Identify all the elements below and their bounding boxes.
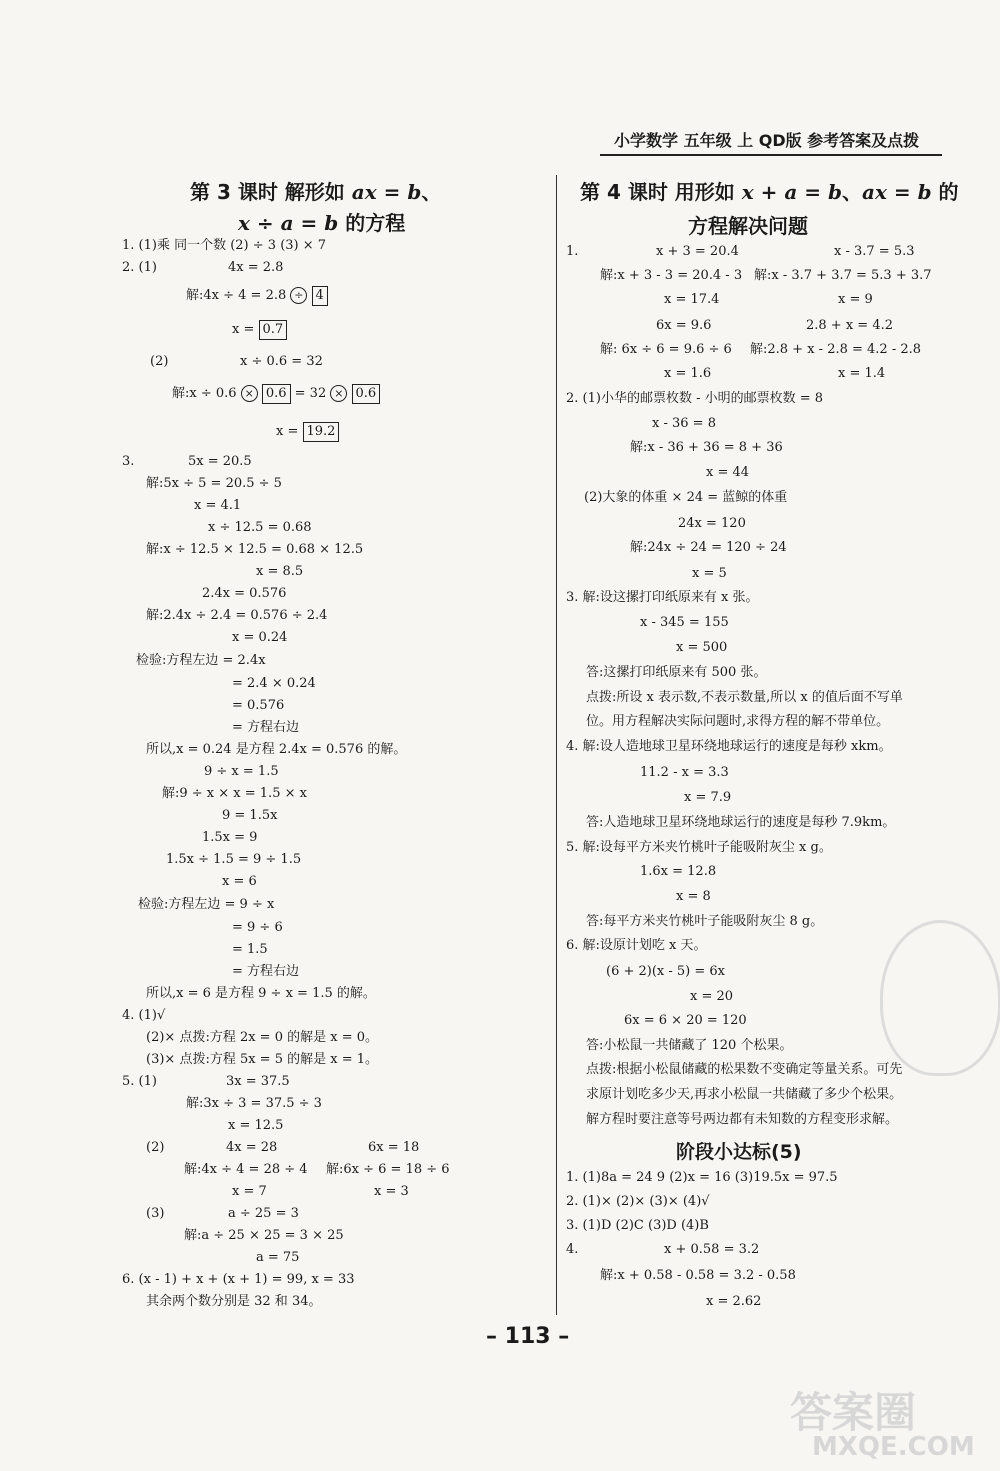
text-line: x - 3.7 = 5.3	[834, 244, 915, 259]
text-line: 解方程时要注意等号两边都有未知数的方程变形求解。	[586, 1112, 899, 1127]
text-line: x = 500	[676, 640, 728, 655]
text-line: x + 0.58 = 3.2	[664, 1242, 760, 1257]
text-line: 1.6x = 12.8	[640, 864, 717, 879]
text-line: 24x = 120	[678, 516, 746, 531]
text-line: x = 17.4	[664, 292, 720, 307]
text-line: 1.5x ÷ 1.5 = 9 ÷ 1.5	[166, 852, 302, 867]
text-line: 解:x - 3.7 + 3.7 = 5.3 + 3.7	[754, 268, 932, 283]
text-line: x = 1.6	[664, 366, 712, 381]
text-line: x = 1.4	[838, 366, 886, 381]
text-line: 9 = 1.5x	[222, 808, 278, 823]
text-line: 1.	[566, 244, 579, 259]
text-line: x = 3	[374, 1184, 409, 1199]
text-line: 3.	[122, 454, 135, 469]
text-line: 所以,x = 0.24 是方程 2.4x = 0.576 的解。	[146, 742, 407, 757]
text-line: 4x = 2.8	[228, 260, 284, 275]
text-line: 解: 6x ÷ 6 = 9.6 ÷ 6	[600, 342, 732, 357]
text-line: 6x = 18	[368, 1140, 420, 1155]
text-line: x = 5	[692, 566, 727, 581]
text-line: = 1.5	[232, 942, 268, 957]
text-line: 2. (1)	[122, 260, 157, 275]
text-line: 4.	[566, 1242, 579, 1257]
watermark-logo: 答案圈	[790, 1388, 917, 1437]
text-line: (6 + 2)(x - 5) = 6x	[606, 964, 726, 979]
answer-box: 4	[312, 286, 328, 306]
text-line: 6. (x - 1) + x + (x + 1) = 99, x = 33	[122, 1272, 355, 1287]
text-line: 11.2 - x = 3.3	[640, 765, 729, 780]
text-line: 2.4x = 0.576	[202, 586, 287, 601]
text-line: x = 6	[222, 874, 257, 889]
text-line: 2. (1)小华的邮票枚数 - 小明的邮票枚数 = 8	[566, 391, 824, 406]
text-line: 解:9 ÷ x × x = 1.5 × x	[162, 786, 307, 801]
text-line: 9 ÷ x = 1.5	[204, 764, 279, 779]
text-line: 4. (1)√	[122, 1008, 166, 1023]
text-line: 求原计划吃多少天,再求小松鼠一共储藏了多少个松果。	[586, 1087, 903, 1102]
text-line: 答:人造地球卫星环绕地球运行的速度是每秒 7.9km。	[586, 815, 896, 830]
text-line: 2.8 + x = 4.2	[806, 318, 893, 333]
text-line: 解:x + 0.58 - 0.58 = 3.2 - 0.58	[600, 1268, 796, 1283]
text-line: 3x = 37.5	[226, 1074, 290, 1089]
text-line: 解:2.4x ÷ 2.4 = 0.576 ÷ 2.4	[146, 608, 328, 623]
text-line: 解:x ÷ 12.5 × 12.5 = 0.68 × 12.5	[146, 542, 364, 557]
text-line: 2. (1)× (2)× (3)× (4)√	[566, 1194, 710, 1209]
text-line: 解:24x ÷ 24 = 120 ÷ 24	[630, 540, 787, 555]
text-line: x = 0.24	[232, 630, 288, 645]
text-line: = 0.576	[232, 698, 285, 713]
text-line: 1.5x = 9	[202, 830, 258, 845]
text-line: 4x = 28	[226, 1140, 278, 1155]
text-line: 位。用方程解决实际问题时,求得方程的解不带单位。	[586, 714, 890, 729]
text-line: 点拨:所设 x 表示数,不表示数量,所以 x 的值后面不写单	[586, 690, 903, 705]
text-line: x = 8.5	[256, 564, 304, 579]
text-line: (2)	[146, 1140, 165, 1155]
text-line: x = 7	[232, 1184, 267, 1199]
text-line: 6. 解:设原计划吃 x 天。	[566, 938, 707, 953]
equation-with-box: 解:4x ÷ 4 = 2.8 ÷ 4	[186, 286, 328, 306]
text-line: 5. (1)	[122, 1074, 157, 1089]
text-line: 3. (1)D (2)C (3)D (4)B	[566, 1218, 709, 1233]
text-line: 答:小松鼠一共储藏了 120 个松果。	[586, 1038, 793, 1053]
text-line: 解:5x ÷ 5 = 20.5 ÷ 5	[146, 476, 282, 491]
equation-with-box: 解:x ÷ 0.6 × 0.6 = 32 × 0.6	[172, 384, 380, 404]
mascot-illustration	[880, 920, 1000, 1076]
text-line: 解:x + 3 - 3 = 20.4 - 3	[600, 268, 743, 283]
text-line: 解:3x ÷ 3 = 37.5 ÷ 3	[186, 1096, 322, 1111]
text-line: 1. (1)乘 同一个数 (2) ÷ 3 (3) × 7	[122, 238, 327, 253]
answer-box: 19.2	[303, 422, 340, 442]
text-line: 检验:方程左边 = 2.4x	[136, 653, 266, 668]
lesson-4-title-line1: 第 4 课时 用形如 x + a = b、ax = b 的	[580, 180, 959, 204]
text-line: 3. 解:设这摞打印纸原来有 x 张。	[566, 590, 759, 605]
text-line: 5x = 20.5	[188, 454, 252, 469]
text-line: x = 9	[838, 292, 873, 307]
watermark-url: MXQE.COM	[812, 1432, 975, 1462]
divide-op: ÷	[290, 287, 307, 304]
text-line: 检验:方程左边 = 9 ÷ x	[138, 897, 275, 912]
text-line: x ÷ 12.5 = 0.68	[208, 520, 312, 535]
text-line: x = 2.62	[706, 1294, 762, 1309]
text-line: 6x = 9.6	[656, 318, 712, 333]
text-line: 解:a ÷ 25 × 25 = 3 × 25	[184, 1228, 344, 1243]
text-line: 解:4x ÷ 4 = 28 ÷ 4	[184, 1162, 308, 1177]
page-number: – 113 –	[486, 1324, 570, 1349]
page-header: 小学数学 五年级 上 QD版 参考答案及点拨	[614, 131, 920, 150]
text-line: 1. (1)8a = 24 9 (2)x = 16 (3)19.5x = 97.5	[566, 1170, 838, 1185]
text-line: 6x = 6 × 20 = 120	[624, 1013, 747, 1028]
text-line: = 方程右边	[232, 720, 300, 735]
text-line: x = 20	[690, 989, 734, 1004]
text-line: (2)	[150, 354, 169, 369]
text-line: 答:这摞打印纸原来有 500 张。	[586, 665, 767, 680]
answer-box: 0.6	[262, 384, 291, 404]
text-line: 解:6x ÷ 6 = 18 ÷ 6	[326, 1162, 450, 1177]
equation-with-box: x = 19.2	[276, 422, 339, 442]
column-divider	[556, 175, 557, 1315]
text-line: x = 4.1	[194, 498, 242, 513]
text-line: = 2.4 × 0.24	[232, 676, 316, 691]
text-line: 4. 解:设人造地球卫星环绕地球运行的速度是每秒 xkm。	[566, 739, 892, 754]
answer-box: 0.6	[352, 384, 381, 404]
multiply-op: ×	[241, 385, 258, 402]
text-line: = 方程右边	[232, 964, 300, 979]
multiply-op: ×	[330, 385, 347, 402]
equation-with-box: x = 0.7	[232, 320, 287, 340]
text-line: x = 8	[676, 889, 711, 904]
text-line: x = 12.5	[228, 1118, 284, 1133]
text-line: (3)× 点拨:方程 5x = 5 的解是 x = 1。	[146, 1052, 379, 1067]
text-line: a ÷ 25 = 3	[228, 1206, 299, 1221]
text-line: x = 7.9	[684, 790, 732, 805]
text-line: x - 345 = 155	[640, 615, 729, 630]
text-line: 其余两个数分别是 32 和 34。	[146, 1294, 322, 1309]
text-line: x + 3 = 20.4	[656, 244, 739, 259]
lesson-4-title-line2: 方程解决问题	[688, 214, 808, 238]
text-line: a = 75	[256, 1250, 300, 1265]
answer-box: 0.7	[259, 320, 288, 340]
lesson-3-title-line1: 第 3 课时 解形如 ax = b、	[190, 180, 442, 204]
text-line: 解:2.8 + x - 2.8 = 4.2 - 2.8	[750, 342, 922, 357]
lesson-3-title-line2: x ÷ a = b 的方程	[238, 211, 406, 235]
text-line: 所以,x = 6 是方程 9 ÷ x = 1.5 的解。	[146, 986, 376, 1001]
stage-quiz-title: 阶段小达标(5)	[676, 1141, 802, 1163]
text-line: 解:x - 36 + 36 = 8 + 36	[630, 440, 783, 455]
text-line: x ÷ 0.6 = 32	[240, 354, 323, 369]
text-line: x - 36 = 8	[652, 416, 716, 431]
text-line: 点拨:根据小松鼠储藏的松果数不变确定等量关系。可先	[586, 1062, 903, 1077]
text-line: x = 44	[706, 465, 750, 480]
text-line: (3)	[146, 1206, 165, 1221]
text-line: 答:每平方米夹竹桃叶子能吸附灰尘 8 g。	[586, 914, 824, 929]
text-line: (2)× 点拨:方程 2x = 0 的解是 x = 0。	[146, 1030, 379, 1045]
text-line: (2)大象的体重 × 24 = 蓝鲸的体重	[584, 490, 788, 505]
text-line: 5. 解:设每平方米夹竹桃叶子能吸附灰尘 x g。	[566, 840, 832, 855]
text-line: = 9 ÷ 6	[232, 920, 283, 935]
header-rule	[600, 154, 942, 156]
